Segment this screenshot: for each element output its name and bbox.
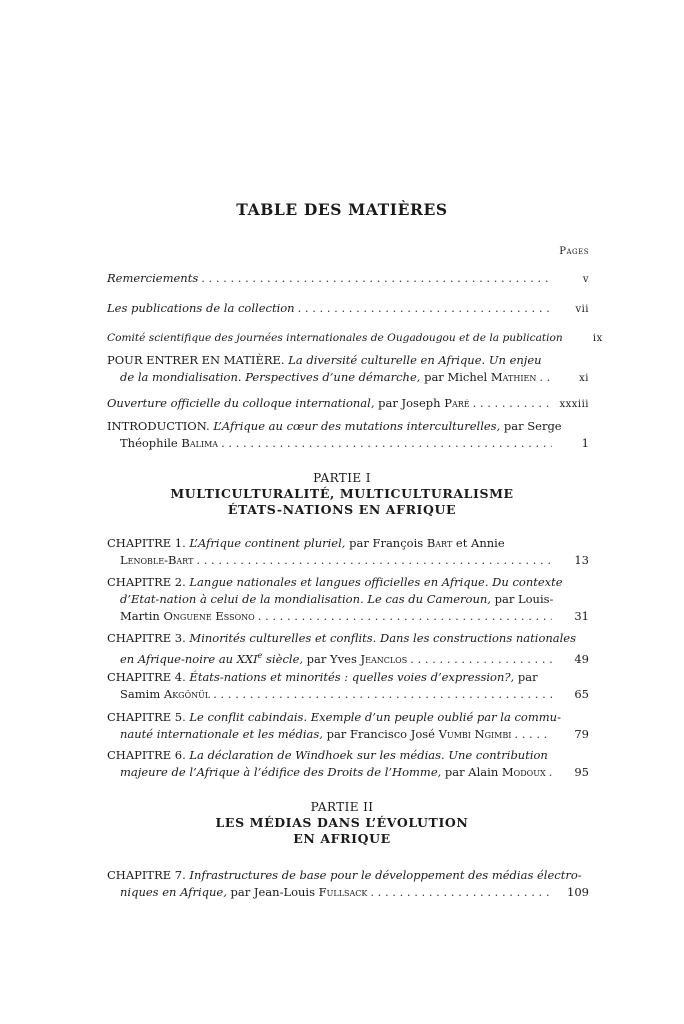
- entry-author-2: Lenoble-Bart: [120, 553, 194, 567]
- leader-dots: [221, 435, 552, 452]
- entry-author-first: Martin: [120, 609, 164, 623]
- entry-title: La diversité culturelle en Afrique. Un enjeu: [288, 353, 542, 367]
- entry-label: POUR ENTRER EN MATIÈRE.: [107, 353, 289, 367]
- chapter-title-end: siècle,: [262, 651, 304, 666]
- chapter-label: CHAPITRE 6.: [107, 748, 190, 762]
- toc-entry-comite[interactable]: [107, 330, 603, 347]
- entry-author: Modoux: [501, 765, 546, 779]
- toc-entry-pour-entrer[interactable]: [107, 352, 589, 387]
- page-number: 65: [574, 687, 589, 701]
- toc-entry-chapitre-4[interactable]: [107, 669, 589, 703]
- toc-entry-chapitre-1[interactable]: [107, 535, 589, 569]
- entry-author: Vumbi Ngimbi: [438, 727, 512, 741]
- toc-entry-chapitre-5[interactable]: [107, 709, 589, 743]
- leader-dots: [539, 369, 552, 386]
- toc-entry-ouverture[interactable]: [107, 395, 589, 413]
- chapter-label: CHAPITRE 2.: [107, 575, 190, 589]
- chapter-title-cont: nauté internationale et les médias,: [120, 727, 323, 741]
- chapter-title-cont: niques en Afrique,: [120, 885, 227, 899]
- leader-dots: [201, 270, 552, 287]
- entry-author-first: Théophile: [120, 436, 182, 450]
- page-number: v: [582, 274, 589, 285]
- toc-entry-chapitre-6[interactable]: [107, 747, 589, 781]
- part-title-line-2: EN AFRIQUE: [293, 831, 391, 846]
- part-label: PARTIE I: [313, 471, 371, 485]
- chapter-title: Le conflit cabindais. Exemple d’un peuple oublié par la commu-: [189, 710, 561, 724]
- page-number: 95: [574, 765, 589, 779]
- entry-by: par Yves: [303, 651, 361, 666]
- part-heading-2: [0, 799, 684, 847]
- entry-by: par: [514, 670, 538, 684]
- entry-by: par Jean-Louis: [226, 885, 319, 899]
- entry-title: Remerciements: [107, 271, 199, 285]
- toc-entry-chapitre-3[interactable]: [107, 630, 589, 668]
- chapter-title-cont: d’Etat-nation à celui de la mondialisation. Le cas du Cameroun,: [120, 592, 491, 606]
- toc-entry-introduction[interactable]: [107, 418, 589, 452]
- chapter-label: CHAPITRE 5.: [107, 710, 190, 724]
- entry-author-first: Samim: [120, 687, 164, 701]
- part-title-line-2: ÉTATS-NATIONS EN AFRIQUE: [227, 502, 457, 517]
- leader-dots: [514, 726, 552, 743]
- chapter-label: CHAPITRE 3.: [107, 631, 190, 645]
- page-number: xi: [579, 373, 589, 384]
- leader-dots: [258, 608, 552, 625]
- entry-author: Bart: [426, 536, 453, 550]
- chapter-label: CHAPITRE 4.: [107, 670, 190, 684]
- page-number: 1: [581, 436, 589, 450]
- page-number: ix: [592, 333, 603, 344]
- entry-author: Mathien: [490, 370, 537, 384]
- chapter-title-cont: majeure de l’Afrique à l’édifice des Droits de l’Homme,: [120, 765, 442, 779]
- century-superscript: e: [257, 651, 263, 660]
- entry-title-cont: de la mondialisation. Perspectives d’une démarche,: [120, 370, 421, 384]
- entry-author: Akgönül: [163, 687, 211, 701]
- page-number: 79: [574, 727, 589, 741]
- entry-label: INTRODUCTION.: [107, 419, 214, 433]
- leader-dots: [410, 651, 552, 668]
- part-title-line-1: MULTICULTURALITÉ, MULTICULTURALISME: [170, 486, 514, 501]
- page-number: vii: [575, 304, 589, 315]
- chapter-title: États-nations et minorités : quelles voies d’expression?,: [189, 670, 515, 684]
- chapter-label: CHAPITRE 1.: [107, 536, 190, 550]
- page-number: xxxiii: [559, 399, 589, 410]
- chapter-label: CHAPITRE 7.: [107, 868, 190, 882]
- part-heading-1: [0, 470, 684, 518]
- entry-by-2: et Annie: [452, 536, 505, 550]
- entry-title: Les publications de la collection: [107, 301, 295, 315]
- entry-author: Jeanclos: [360, 651, 408, 666]
- entry-author: Fullsack: [318, 885, 368, 899]
- toc-entry-publications[interactable]: [107, 300, 589, 318]
- entry-author: Paré: [444, 396, 470, 410]
- chapter-title: Langue nationales et langues officielles en Afrique. Du contexte: [189, 575, 563, 589]
- part-title-line-1: LES MÉDIAS DANS L’ÉVOLUTION: [215, 815, 469, 830]
- page-title: TABLE DES MATIÈRES: [236, 200, 448, 219]
- toc-entry-remerciements[interactable]: [107, 270, 589, 288]
- entry-title: Ouverture officielle du colloque international,: [107, 396, 375, 410]
- chapter-title: L’Afrique continent pluriel,: [189, 536, 346, 550]
- entry-by: par Louis-: [490, 592, 554, 606]
- page-number: 31: [574, 609, 589, 623]
- entry-by: par Michel: [420, 370, 491, 384]
- page-number: 13: [574, 553, 589, 567]
- leader-dots: [473, 395, 552, 412]
- chapter-title-cont: en Afrique-noire au XXI: [120, 651, 258, 666]
- entry-author: Balima: [181, 436, 219, 450]
- toc-entry-chapitre-2[interactable]: [107, 574, 589, 625]
- entry-by: par Serge: [500, 419, 562, 433]
- entry-by: par Francisco José: [322, 727, 439, 741]
- leader-dots: [370, 884, 552, 901]
- chapter-title: La déclaration de Windhoek sur les médias. Une contribution: [189, 748, 548, 762]
- page-number: 49: [574, 651, 589, 666]
- leader-dots: [213, 686, 552, 703]
- part-label: PARTIE II: [310, 800, 374, 814]
- entry-author: Onguene Essono: [163, 609, 255, 623]
- leader-dots: [298, 300, 552, 317]
- entry-by: par François: [345, 536, 427, 550]
- chapter-title: Minorités culturelles et conflits. Dans les constructions nationales: [189, 631, 577, 645]
- entry-by: par Joseph: [374, 396, 445, 410]
- entry-title: L’Afrique au cœur des mutations interculturelles,: [213, 419, 501, 433]
- page-number: 109: [567, 885, 589, 899]
- entry-by: par Alain: [441, 765, 502, 779]
- pages-column-header: Pages: [559, 246, 589, 257]
- chapter-title: Infrastructures de base pour le développement des médias électro-: [189, 868, 582, 882]
- entry-title: Comité scientifique des journées internationales de Ougadougou et de la publication: [107, 332, 563, 344]
- toc-entry-chapitre-7[interactable]: [107, 867, 589, 901]
- leader-dots: [549, 764, 552, 781]
- leader-dots: [196, 552, 552, 569]
